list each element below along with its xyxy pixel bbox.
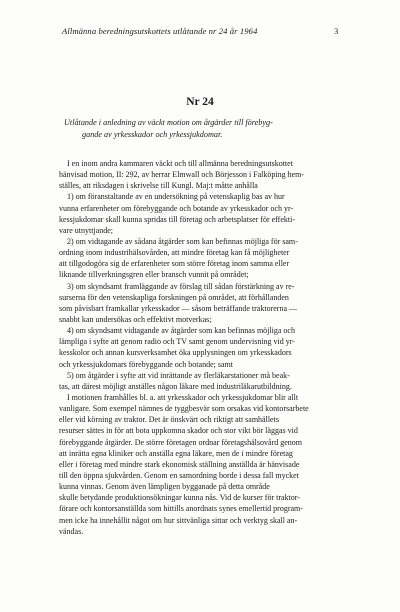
body-line: resurser sättes in för att bota uppkomna skador och stor vikt bör läggas vid xyxy=(59,426,298,436)
body-line: hänvisad motion, II: 292, av herrar Elmwall och Börjesson i Falköping hem- xyxy=(59,170,305,180)
subtitle xyxy=(64,117,342,141)
body-line: 3) om skyndsamt framläggande av förslag till sådan förstärkning av re- xyxy=(67,281,295,291)
body-line: att tillgodogöra sig de erfarenheter som större företag inom samma eller xyxy=(59,259,290,269)
page-number: 3 xyxy=(334,26,339,36)
body-line: eller i företag med mindre stark ekonomisk ställning anställda är hänvisade xyxy=(59,459,300,469)
body-line: vanligare. Som exempel nämnes de tyggbesvär som orsakas vid kontorsarbete xyxy=(59,404,309,414)
subtitle-line: gande av yrkesskador och yrkessjukdomar. xyxy=(82,130,223,139)
body-line: till den öppna sjukvården. Genom en samordning borde i dessa fall mycket xyxy=(59,470,299,480)
body-line: men icke ha innehållit något om hur sittvänliga sittar och verktyg skall an- xyxy=(59,515,298,525)
body-line: eller vid körning av traktor. Det är önskvärt och riktigt att samhällets xyxy=(59,415,279,425)
body-line: snabbt kan undersökas och effektivt motverkas; xyxy=(59,314,212,324)
body-line: surserna för den vetenskapliga forskningen på området, att förhållanden xyxy=(59,292,289,302)
header-title: Allmänna beredningsutskottets utlåtande nr 24 år 1964 xyxy=(62,26,258,36)
subtitle-line: Utlåtande i anledning av väckt motion om åtgärder till förebyg- xyxy=(64,118,273,127)
body-line: vunna erfarenheter om förebyggande och botande av yrkesskador och yr- xyxy=(59,203,294,213)
body-line: som påvisbart framkallar yrkesskador — såsom beträffande traktorerna — xyxy=(59,303,297,313)
body-line: och yrkessjukdomars förebyggande och botande; samt xyxy=(59,359,233,369)
body-line: I motionen framhålles bl. a. att yrkesskador och yrkessjukdomar blir allt xyxy=(67,392,299,402)
body-line: kunna vinnas. Genom även lämpligen bygganade på detta område xyxy=(59,482,270,492)
body-line: 2) om vidtagande av sådana åtgärder som kan befinnas möjliga för sam- xyxy=(67,236,298,246)
body-line: kessjukdomar skall kunna spridas till företag och arbetsplatser för effekti- xyxy=(59,214,296,224)
body-line: ställes, att riksdagen i skrivelse till Kungl. Maj:t måtte anhålla xyxy=(59,181,258,191)
body-line: liknande tillverkningsgren eller bransch vunnit på området; xyxy=(59,270,249,280)
section-number: Nr 24 xyxy=(186,96,214,108)
body-line: 4) om skyndsamt vidtagande av åtgärder som kan befinnas möjliga och xyxy=(67,326,295,336)
body-text xyxy=(59,158,357,537)
body-line: ordning inom industrihälsovården, att mindre företag kan få möjligheter xyxy=(59,248,290,258)
body-line: tas, att därest möjligt anställes någon läkare med industriläkarutbildning. xyxy=(59,381,292,391)
body-line: 5) om åtgärder i syfte att vid inrättande av flerläkarstationer må beak- xyxy=(67,370,290,380)
body-line: lämpliga i syfte att genom radio och TV samt genom undervisning vid yr- xyxy=(59,337,295,347)
body-line: förebyggande åtgärder. De större företagen ordnar företagshälsovård genom xyxy=(59,437,303,447)
body-line: kesskolor och annan kursverksamhet öka upplysningen om yrkesskadors xyxy=(59,348,292,358)
body-line: skulle betydande produktionsökningar kunna nås. Vid de kurser för traktor- xyxy=(59,493,300,503)
body-line: 1) om föranstaltande av en undersökning på vetenskaplig bas av hur xyxy=(67,192,285,202)
body-line: förare och kontorsanställda som hittills anordnats synes emellertid program- xyxy=(59,504,303,514)
body-line: vändas. xyxy=(59,526,84,536)
body-line: att inrätta egna kliniker och anställa egna läkare, men de i mindre företag xyxy=(59,448,293,458)
body-line: vare utnyttjande; xyxy=(59,225,113,235)
running-header xyxy=(0,26,400,38)
body-line: I en inom andra kammaren väckt och till allmänna beredningsutskottet xyxy=(67,159,293,168)
